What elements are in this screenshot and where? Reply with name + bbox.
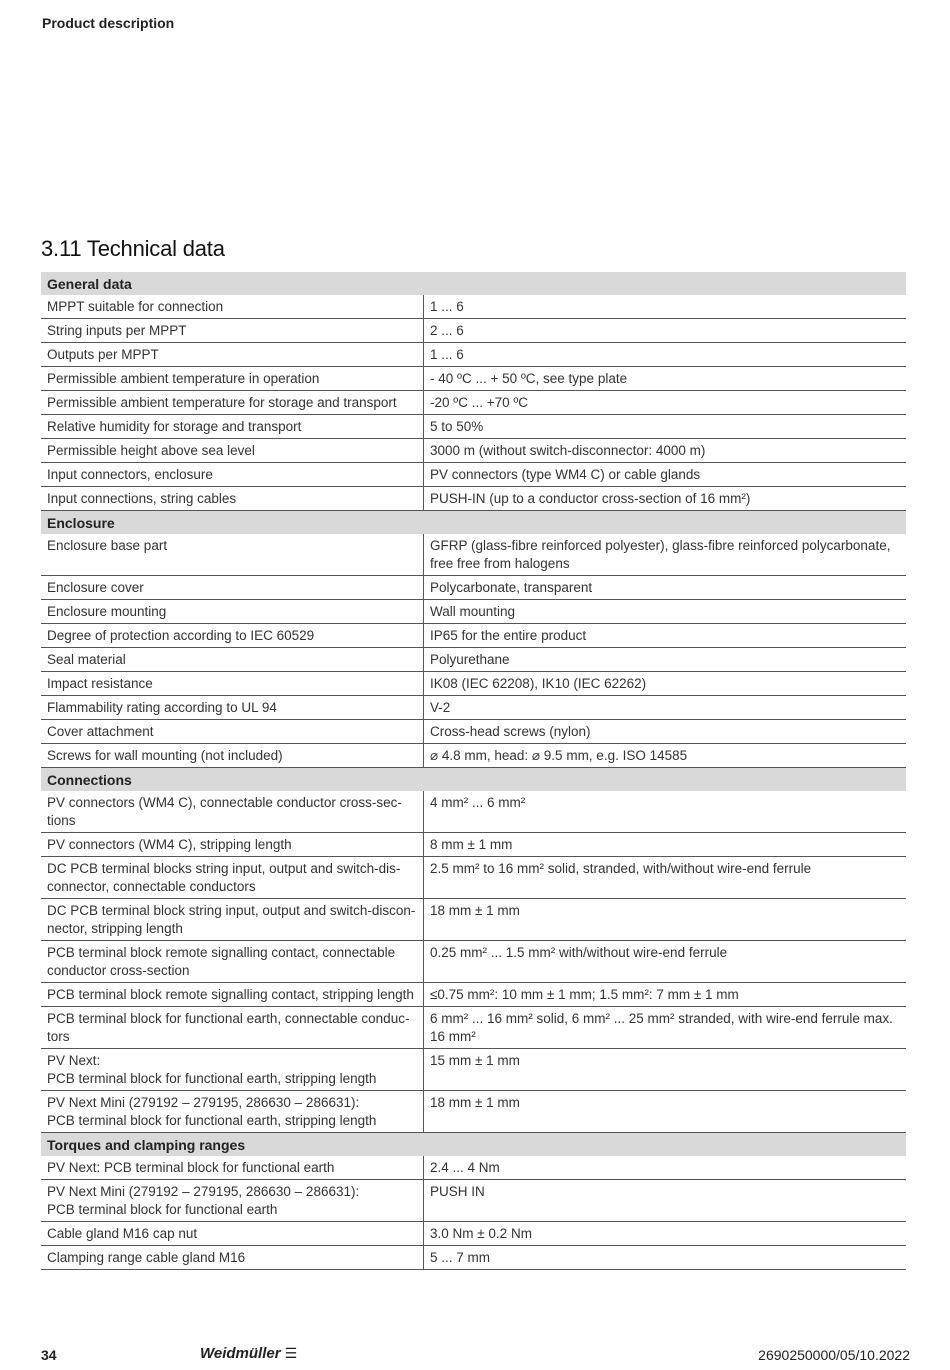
parameter-value: 1 ... 6 [430, 347, 464, 362]
table-section-header: Torques and clamping ranges [41, 1133, 906, 1156]
parameter-value: PUSH IN [430, 1184, 485, 1199]
parameter-value: 0.25 mm² ... 1.5 mm² with/without wire-end ferrule [430, 945, 728, 960]
parameter-value: PUSH-IN (up to a conductor cross-section of 16 mm²) [430, 491, 751, 506]
table-row [41, 391, 906, 415]
parameter-value: Polyurethane [430, 652, 510, 667]
parameter-value: V-2 [430, 700, 451, 715]
parameter-value: 3.0 Nm ± 0.2 Nm [430, 1226, 532, 1241]
table-row [41, 857, 906, 899]
table-row [41, 833, 906, 857]
table-row [41, 600, 906, 624]
table-row [41, 648, 906, 672]
table-row [41, 899, 906, 941]
table-row [41, 1091, 906, 1133]
table-row [41, 720, 906, 744]
parameter-name: Outputs per MPPT [41, 343, 424, 366]
table-row [41, 1049, 906, 1091]
parameter-name: PV Next Mini (279192 – 279195, 286630 – 286631): PCB terminal block for functional earth, stripping length [41, 1091, 424, 1132]
page-header: Product description [42, 15, 175, 31]
table-row [41, 624, 906, 648]
parameter-value: - 40 ºC ... + 50 ºC, see type plate [430, 371, 628, 386]
parameter-value: 8 mm ± 1 mm [430, 837, 513, 852]
parameter-value: 18 mm ± 1 mm [430, 1095, 520, 1110]
parameter-name: Clamping range cable gland M16 [41, 1246, 424, 1269]
parameter-name: Screws for wall mounting (not included) [41, 744, 424, 767]
table-row [41, 534, 906, 576]
document-number: 2690250000/05/10.2022 [758, 1347, 910, 1363]
parameter-name: Cover attachment [41, 720, 424, 743]
parameter-name: String inputs per MPPT [41, 319, 424, 342]
table-row [41, 1180, 906, 1222]
parameter-name: Permissible height above sea level [41, 439, 424, 462]
table-row [41, 1222, 906, 1246]
parameter-value: IP65 for the entire product [430, 628, 587, 643]
parameter-value: 15 mm ± 1 mm [430, 1053, 520, 1068]
parameter-value: 3000 m (without switch-disconnector: 4000 m) [430, 443, 706, 458]
table-row [41, 415, 906, 439]
parameter-value: IK08 (IEC 62208), IK10 (IEC 62262) [430, 676, 647, 691]
parameter-name: PCB terminal block remote signalling contact, connectable conductor cross-section [41, 941, 424, 982]
parameter-name: PCB terminal block for functional earth, connectable conduc-tors [41, 1007, 424, 1048]
parameter-name: Relative humidity for storage and transport [41, 415, 424, 438]
brand-mark-icon: ☰ [284, 1345, 298, 1361]
page-number: 34 [41, 1347, 57, 1363]
parameter-value: -20 ºC ... +70 ºC [430, 395, 529, 410]
parameter-value: 5 to 50% [430, 419, 484, 434]
parameter-name: DC PCB terminal block string input, output and switch-discon-nector, stripping length [41, 899, 424, 940]
parameter-value: ≤0.75 mm²: 10 mm ± 1 mm; 1.5 mm²: 7 mm ± 1 mm [430, 987, 739, 1002]
parameter-name: Permissible ambient temperature in operation [41, 367, 424, 390]
parameter-name: Flammability rating according to UL 94 [41, 696, 424, 719]
parameter-value: ⌀ 4.8 mm, head: ⌀ 9.5 mm, e.g. ISO 14585 [430, 748, 688, 763]
table-row [41, 941, 906, 983]
table-row [41, 319, 906, 343]
parameter-name: PV connectors (WM4 C), connectable conductor cross-sec-tions [41, 791, 424, 832]
table-row [41, 439, 906, 463]
table-section-header: Connections [41, 768, 906, 791]
parameter-value: 2 ... 6 [430, 323, 464, 338]
parameter-name: Enclosure base part [41, 534, 424, 575]
table-row [41, 1156, 906, 1180]
table-section-header: General data [41, 272, 906, 295]
parameter-value: 1 ... 6 [430, 299, 464, 314]
parameter-name: Enclosure mounting [41, 600, 424, 623]
parameter-value: Wall mounting [430, 604, 516, 619]
table-row [41, 791, 906, 833]
table-row [41, 576, 906, 600]
table-row [41, 983, 906, 1007]
parameter-name: Input connectors, enclosure [41, 463, 424, 486]
parameter-name: PV connectors (WM4 C), stripping length [41, 833, 424, 856]
parameter-name: Impact resistance [41, 672, 424, 695]
table-row [41, 463, 906, 487]
table-row [41, 744, 906, 768]
parameter-value: 4 mm² ... 6 mm² [430, 795, 526, 810]
parameter-name: PCB terminal block remote signalling contact, stripping length [41, 983, 424, 1006]
table-row [41, 295, 906, 319]
parameter-name: Seal material [41, 648, 424, 671]
parameter-value: Polycarbonate, transparent [430, 580, 593, 595]
parameter-name: Degree of protection according to IEC 60529 [41, 624, 424, 647]
section-title: 3.11 Technical data [41, 236, 225, 261]
brand-logo [200, 1345, 297, 1362]
table-row [41, 1246, 906, 1270]
brand-name: Weidmüller [200, 1345, 281, 1362]
parameter-name: Permissible ambient temperature for storage and transport [41, 391, 424, 414]
table-row [41, 1007, 906, 1049]
parameter-name: PV Next: PCB terminal block for functional earth, stripping length [41, 1049, 424, 1090]
table-row [41, 672, 906, 696]
parameter-name: PV Next: PCB terminal block for functional earth [41, 1156, 424, 1179]
parameter-value: GFRP (glass-fibre reinforced polyester), glass-fibre reinforced polycarbonate, free free from halogens [430, 538, 891, 571]
table-row [41, 696, 906, 720]
parameter-value: 2.5 mm² to 16 mm² solid, stranded, with/without wire-end ferrule [430, 861, 812, 876]
parameter-name: Enclosure cover [41, 576, 424, 599]
parameter-name: DC PCB terminal blocks string input, output and switch-dis-connector, connectable conductors [41, 857, 424, 898]
parameter-name: PV Next Mini (279192 – 279195, 286630 – 286631): PCB terminal block for functional earth [41, 1180, 424, 1221]
parameter-value: 2.4 ... 4 Nm [430, 1160, 500, 1175]
parameter-value: 5 ... 7 mm [430, 1250, 491, 1265]
parameter-name: MPPT suitable for connection [41, 295, 424, 318]
parameter-name: Input connections, string cables [41, 487, 424, 510]
parameter-value: PV connectors (type WM4 C) or cable glands [430, 467, 701, 482]
technical-data-table [41, 272, 906, 1270]
parameter-name: Cable gland M16 cap nut [41, 1222, 424, 1245]
parameter-value: Cross-head screws (nylon) [430, 724, 591, 739]
table-row [41, 487, 906, 511]
table-row [41, 343, 906, 367]
parameter-value: 18 mm ± 1 mm [430, 903, 520, 918]
parameter-value: 6 mm² ... 16 mm² solid, 6 mm² ... 25 mm² stranded, with wire-end ferrule max. 16 mm² [430, 1011, 893, 1044]
table-section-header: Enclosure [41, 511, 906, 534]
table-row [41, 367, 906, 391]
